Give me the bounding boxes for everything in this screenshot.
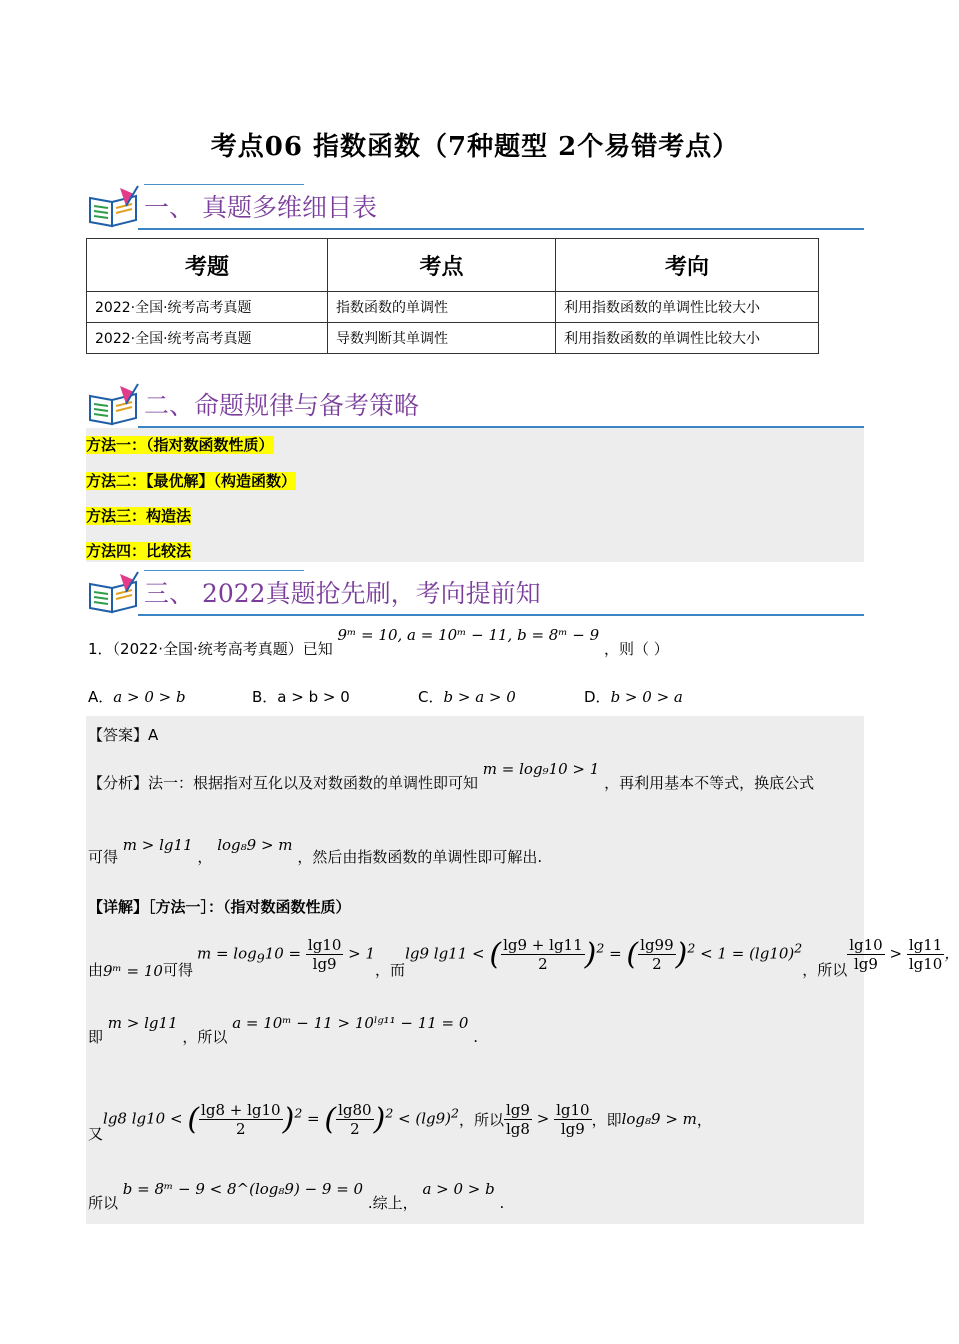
formula-ratio-1: $\frac{\lg 10}{\lg 9}$ > $\frac{\lg 11}{\lg 10}$ ， <box>849 935 959 973</box>
analysis-line-1: 【分析】法一：根据指对互化以及对数函数的单调性即可知 m = log₉10 > 1 ，再利用基本不等式，换底公式 <box>88 760 815 792</box>
option-b[interactable]: B．a > b > 0 <box>252 688 350 706</box>
book-icon <box>86 382 142 428</box>
section-header-2 <box>86 382 864 428</box>
table-header: 考向 <box>556 239 819 292</box>
detail-table <box>86 238 819 354</box>
answer-line: 【答案】A <box>88 726 159 744</box>
methods-panel <box>86 428 864 562</box>
method-item: 方法二：【最优解】（构造函数） <box>86 472 297 490</box>
table-row <box>87 323 819 354</box>
section-title-2: 二、命题规律与备考策略 <box>144 391 420 420</box>
answer-panel <box>86 716 959 1224</box>
table-header: 考点 <box>328 239 556 292</box>
question-condition: 9ᵐ = 10, a = 10ᵐ − 11, b = 8ᵐ − 9 <box>337 626 600 644</box>
detail-line-3: 又 lg8 lg10 < ( $\frac{\lg 8 + \lg 10}{2}$ )$^2$ = ( $\frac{\lg 80}{2}$ )$^2 < (\lg 9)^2$ ，所以 $\frac{\lg 9}{\lg 8}$ > $\frac{\lg 10}{\lg 9}$ ，即 log₈9 > m ， <box>88 1100 712 1143</box>
detail-line-4: 所以 b = 8ᵐ − 9 < 8^(log₈9) − 9 = 0 .综上， a > 0 > b . <box>88 1180 505 1212</box>
page-title: 考点06 指数函数（7种题型 2个易错考点） <box>210 132 740 162</box>
question-stem: 1．（2022·全国·统考高考真题）已知 9ᵐ = 10, a = 10ᵐ − 11, b = 8ᵐ − 9 ，则（ ） <box>88 626 669 658</box>
section-title-3: 三、 2022真题抢先刷，考向提前知 <box>144 579 541 608</box>
method-item: 方法三：构造法 <box>86 507 192 525</box>
table-header: 考题 <box>87 239 328 292</box>
analysis-line-2: 可得 m > lg11 ， log₈9 > m ，然后由指数函数的单调性即可解出. <box>88 836 543 866</box>
formula-m-def: $m = \log_910$ = $\frac{\lg 10}{\lg 9}$ > 1 <box>196 935 376 973</box>
section-title-1: 一、 真题多维细目表 <box>144 193 377 222</box>
section-header-3 <box>86 570 864 616</box>
detail-line-2: 即 m > lg11 ，所以 a = 10ᵐ − 11 > 10ˡᵍ¹¹ − 11 = 0 . <box>88 1014 478 1046</box>
book-icon <box>86 184 142 230</box>
table-cell: 指数函数的单调性 <box>328 292 556 323</box>
table-cell: 利用指数函数的单调性比较大小 <box>556 292 819 323</box>
table-row <box>87 292 819 323</box>
section-header-1 <box>86 184 864 230</box>
table-cell: 利用指数函数的单调性比较大小 <box>556 323 819 354</box>
detail-line-1: 由 9ᵐ = 10 可得 $m = \log_910$ = $\frac{\lg 10}{\lg 9}$ > 1 ，而 lg9 lg11 < ( $\frac{\lg 9 + \lg 11}{2}$ )$^2$ = ( $\frac{\lg 99}{2}$ )$^2 < 1 = (\lg 10)^2$ ，所以 $\frac{\lg 10}{\lg 9}$ > $\frac{\lg 11}{\lg 10}$ ， <box>88 935 959 980</box>
formula-inequality-2: lg8 lg10 < ( $\frac{\lg 8 + \lg 10}{2}$ )$^2$ = ( $\frac{\lg 80}{2}$ )$^2 < (\lg 9)^2$ <box>103 1100 459 1138</box>
table-cell: 2022·全国·统考高考真题 <box>87 292 328 323</box>
method-item: 方法一：（指对数函数性质） <box>86 436 274 454</box>
option-c[interactable]: C．b > a > 0 <box>418 688 516 706</box>
book-icon <box>86 570 142 616</box>
formula-inequality-1: lg9 lg11 < ( $\frac{\lg 9 + \lg 11}{2}$ )$^2$ = ( $\frac{\lg 99}{2}$ )$^2 < 1 = (\lg 10)^2$ <box>405 935 803 973</box>
method-item: 方法四：比较法 <box>86 542 192 560</box>
formula-ratio-2: $\frac{\lg 9}{\lg 8}$ > $\frac{\lg 10}{\lg 9}$ <box>506 1100 590 1138</box>
table-cell: 导数判断其单调性 <box>328 323 556 354</box>
option-a[interactable]: A．a > 0 > b <box>88 688 186 706</box>
option-d[interactable]: D．b > 0 > a <box>584 688 683 706</box>
detail-label: 【详解】［方法一］：（指对数函数性质） <box>88 898 351 916</box>
table-cell: 2022·全国·统考高考真题 <box>87 323 328 354</box>
